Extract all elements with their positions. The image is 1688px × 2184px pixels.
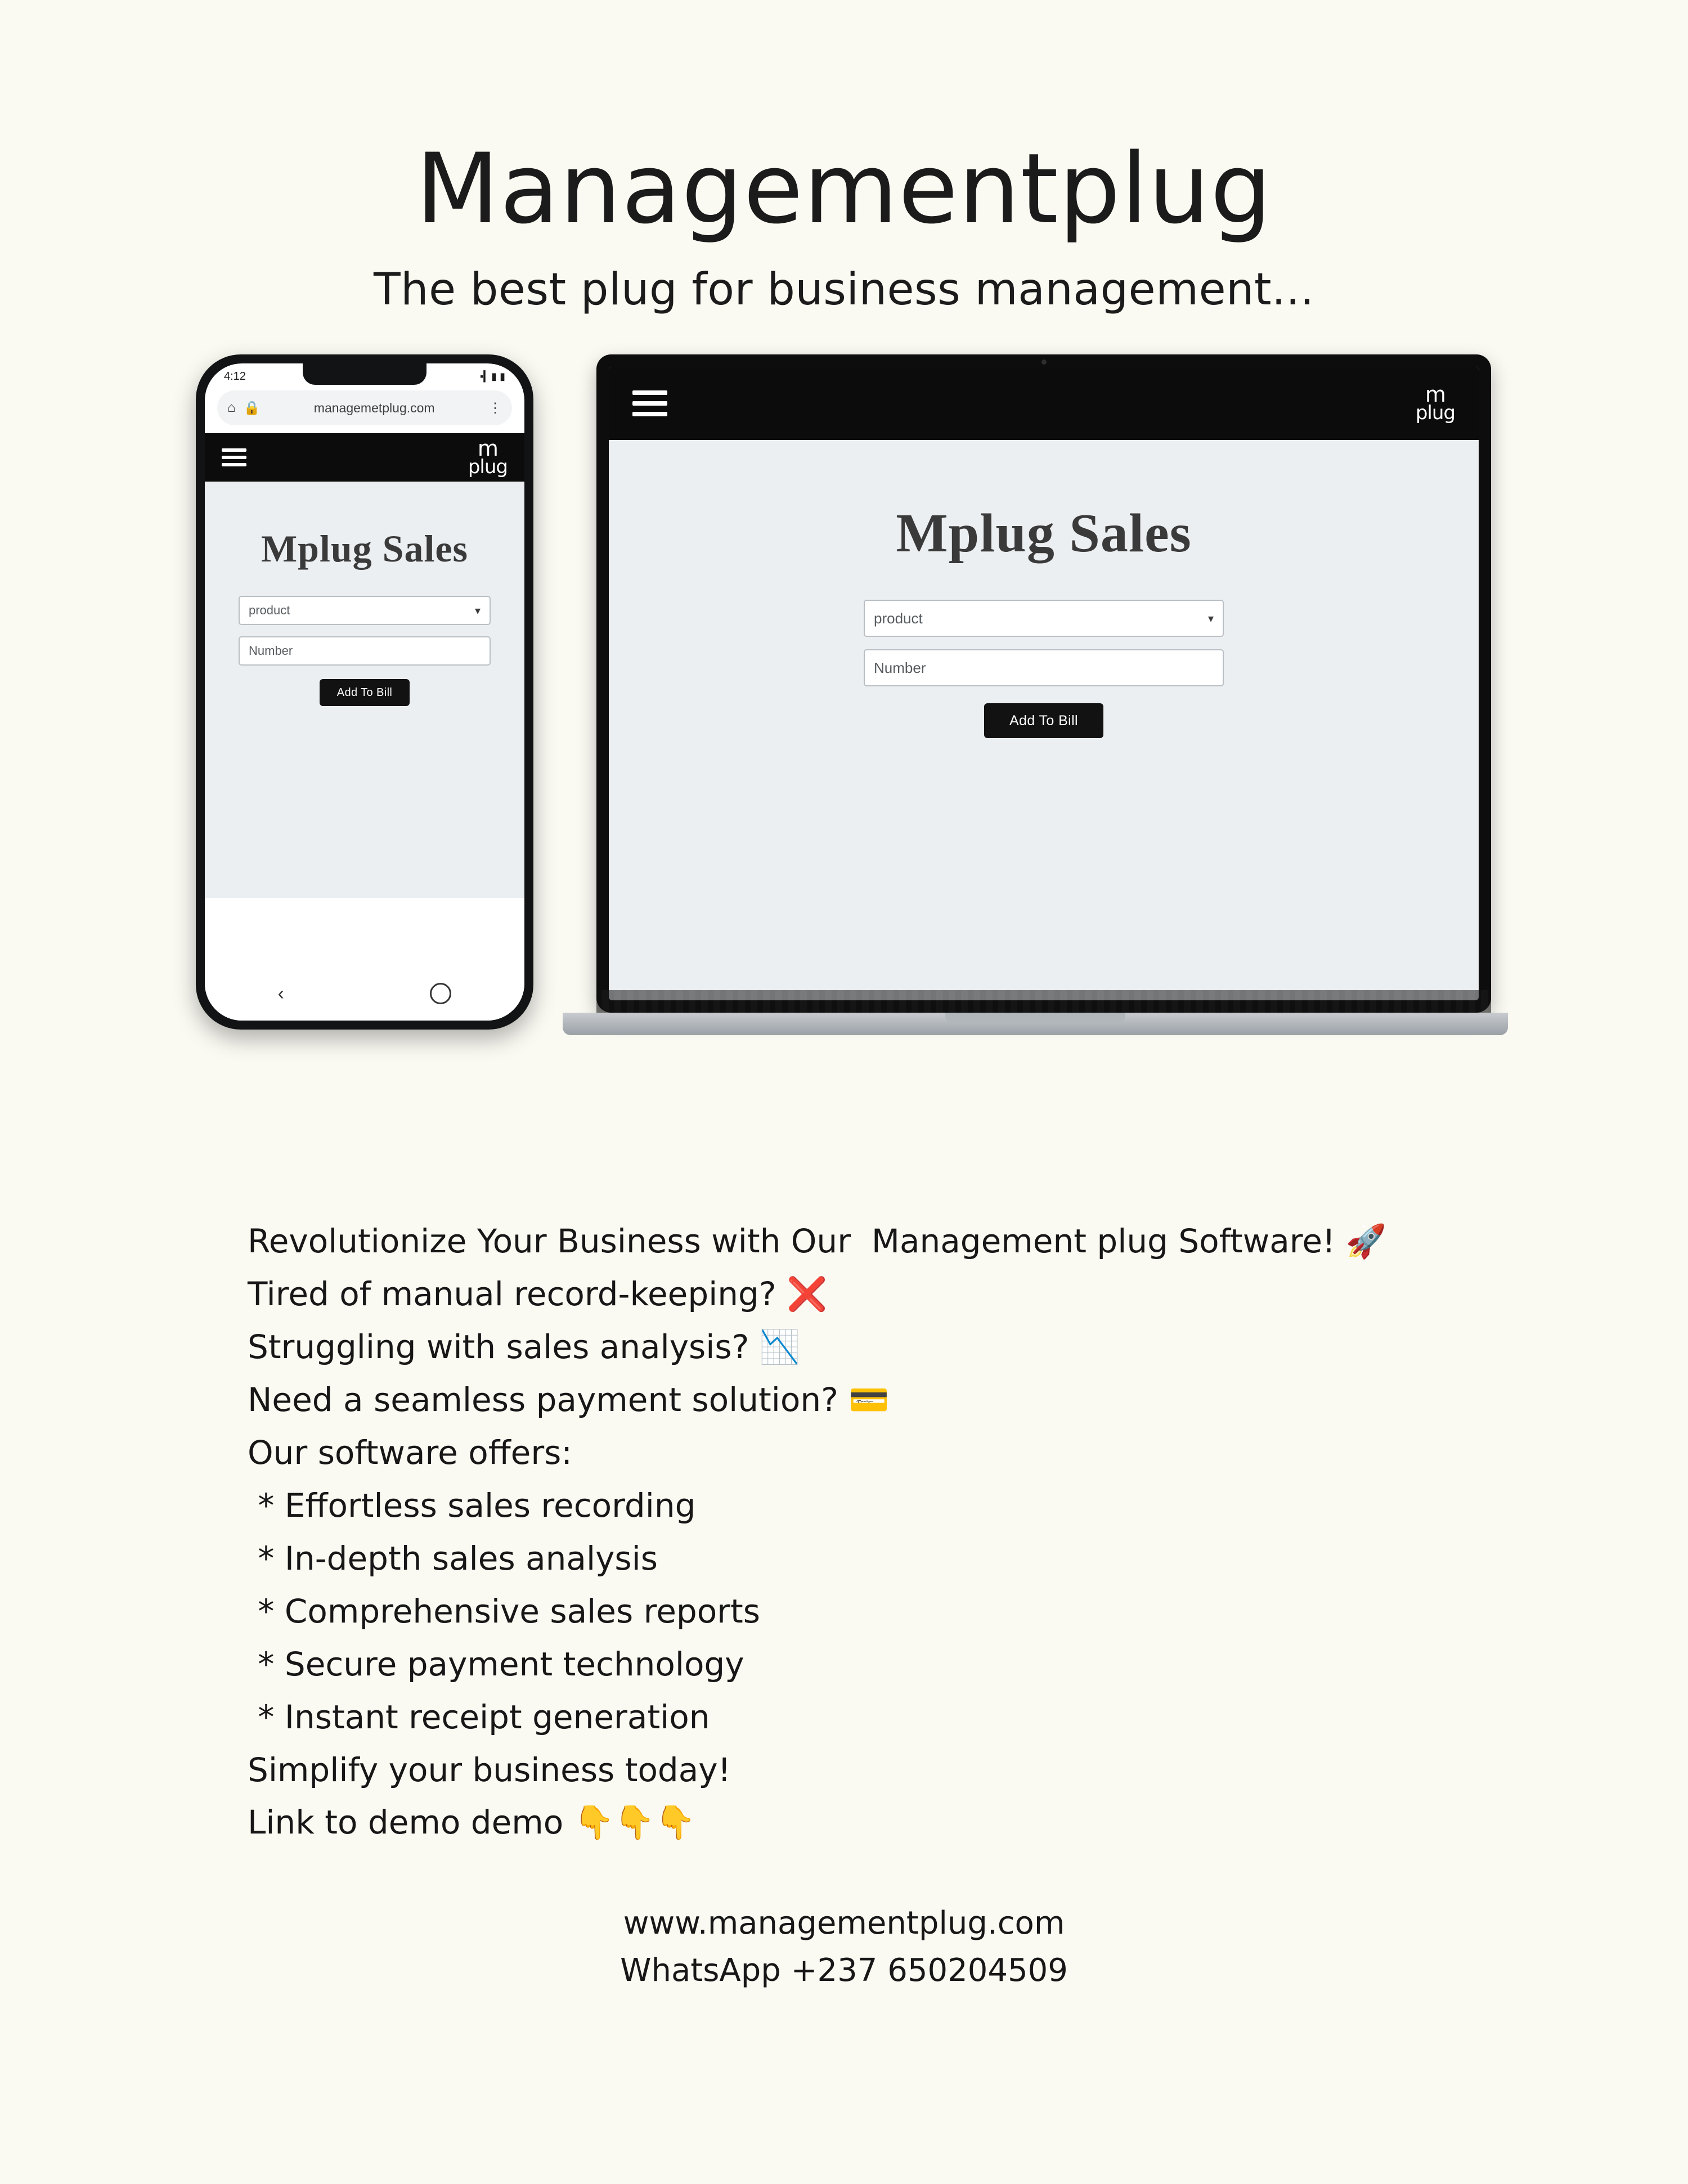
brand-tagline: The best plug for business management... [374,264,1314,315]
product-select-value: product [874,609,923,627]
chevron-down-icon: ▾ [474,604,481,617]
marketing-copy [0,1215,1688,1849]
url-text[interactable]: managemetplug.com [313,400,435,415]
phone-app-topbar [205,433,524,482]
copy-line: Tired of manual record-keeping? ❌ [248,1274,828,1313]
app-logo-line2: plug [1415,401,1455,424]
app-logo [1415,381,1455,424]
status-time: 4:12 [224,370,246,383]
overflow-menu-icon[interactable]: ⋮ [488,400,502,416]
product-select[interactable] [864,600,1224,637]
website-link[interactable]: www.managementplug.com [623,1905,1065,1942]
phone-mockup [196,354,533,1030]
lock-icon: 🔒 [243,400,261,416]
laptop-hinge [596,990,1491,1014]
copy-line: Revolutionize Your Business with Our Management plug Software! 🚀 [248,1222,1386,1260]
phone-screen [205,363,524,1021]
webcam-icon [1041,359,1047,365]
page-title: Managementplug [415,132,1273,245]
menu-icon[interactable] [632,390,667,416]
add-to-bill-button[interactable]: Add To Bill [320,679,410,706]
laptop-body [596,354,1491,1013]
phone-app-body [205,482,524,898]
home-circle-icon[interactable] [430,983,451,1004]
copy-line: * Effortless sales recording [248,1486,696,1525]
copy-line: * Instant receipt generation [248,1697,710,1736]
number-input-value: Number [249,644,293,658]
laptop-base-notch [945,1013,1125,1023]
whatsapp-contact[interactable]: WhatsApp +237 650204509 [620,1952,1068,1989]
add-to-bill-button[interactable]: Add To Bill [984,703,1103,738]
copy-line: * In-depth sales analysis [248,1539,658,1578]
status-indicators: ▪▎▮ ▮ [479,370,505,382]
copy-line: Our software offers: [248,1433,572,1472]
menu-icon[interactable] [222,448,246,466]
copy-line: Link to demo demo 👇👇👇 [248,1803,696,1842]
copy-line: * Comprehensive sales reports [248,1592,760,1630]
phone-notch [303,363,427,385]
app-logo-line2: plug [468,455,508,478]
copy-line: Need a seamless payment solution? 💳 [248,1380,890,1419]
laptop-app-topbar [609,367,1479,440]
copy-line: Struggling with sales analysis? 📉 [248,1327,801,1366]
app-logo-line1: m [1425,381,1445,407]
number-input[interactable] [864,649,1224,686]
product-select[interactable] [239,596,491,625]
back-icon[interactable]: ‹ [277,982,284,1004]
product-select-value: product [249,603,290,617]
device-mockups [0,354,1688,1153]
app-heading: Mplug Sales [896,503,1192,564]
chevron-down-icon: ▾ [1207,612,1214,625]
app-heading: Mplug Sales [261,527,469,570]
browser-url-bar[interactable] [217,390,512,425]
laptop-mockup [563,354,1508,1046]
brand-header [0,0,1688,315]
app-logo [468,435,508,478]
laptop-app-body [609,440,1479,1000]
number-input[interactable] [239,636,491,666]
footer-contact [0,1900,1688,1994]
copy-line: * Secure payment technology [248,1644,744,1683]
home-icon[interactable]: ⌂ [227,400,236,415]
number-input-value: Number [874,659,926,676]
laptop-screen [609,367,1479,1000]
app-logo-line1: m [477,435,498,461]
phone-nav-bar [205,967,524,1021]
copy-line: Simplify your business today! [248,1750,731,1789]
